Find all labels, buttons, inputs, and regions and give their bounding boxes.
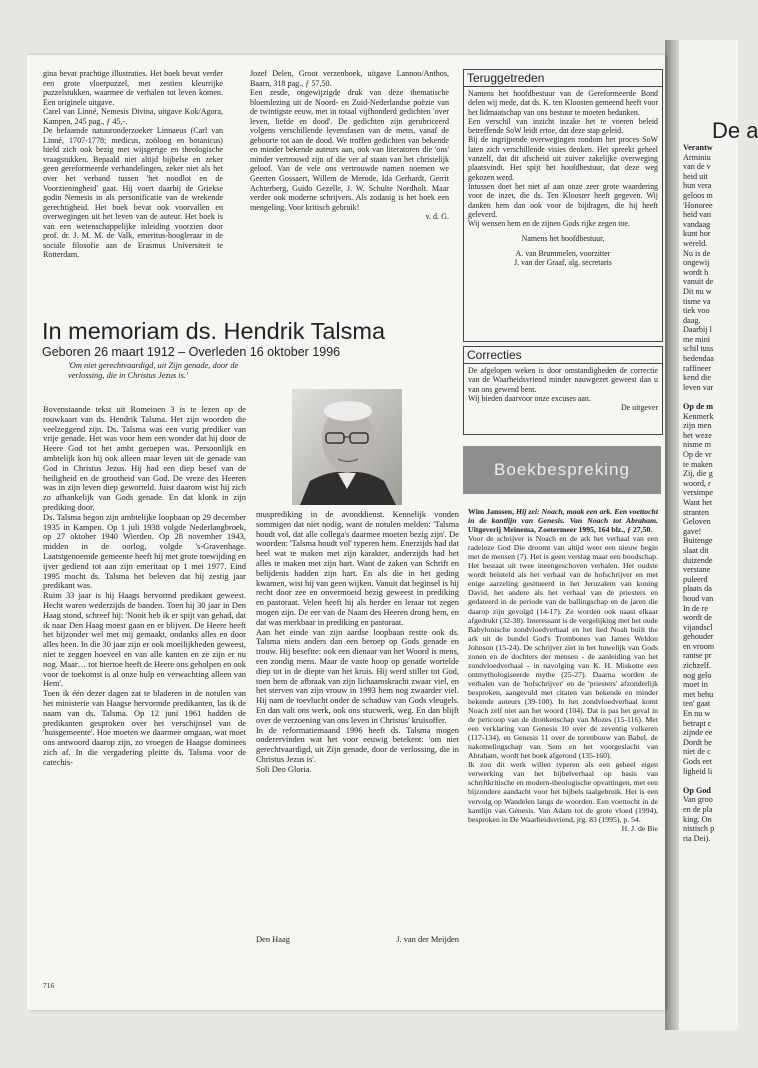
next-page-line: Dordt be: [683, 737, 712, 747]
next-page-line: nistisch p: [683, 824, 715, 834]
signer: J. van der Graaf, alg. secretaris: [514, 258, 612, 268]
on-behalf: Namens het hoofdbestuur,: [521, 234, 605, 244]
paragraph: Toen ik één dezer dagen zat te bladeren in de notulen van het ministerie van Haagse hervormde predikanten, las ik de naam van ds. Talsma. Op 12 juni 1961 hadden de predikanten gesproken over het verschijnsel van de 'huisgemeente'. Hoe moeten we daarmee omgaan, wat moet ons antwoord daarop zijn, zo vroegen de Haagse dominees zich af. In die vergadering pleitte ds. Talsma voor de catechis-: [43, 688, 246, 767]
next-page-line: vijandscl: [683, 622, 713, 632]
next-page-line: Op de m: [683, 402, 714, 412]
memoriam-column-1: [43, 405, 246, 767]
next-page-line: heid uit: [683, 171, 708, 181]
next-page-line: van de v: [683, 162, 711, 172]
next-page-line: versimpe: [683, 488, 714, 498]
next-page-line: en de pla: [683, 804, 713, 814]
next-page-line: gehouder: [683, 632, 714, 642]
portrait-photo: [292, 389, 402, 505]
next-page-line: Buitenge: [683, 536, 713, 546]
next-page-line: wordt de: [683, 613, 712, 623]
next-page-line: gave!: [683, 526, 702, 536]
next-page-line: kend die: [683, 373, 711, 383]
next-page-line: [683, 392, 739, 402]
next-page-line: Zij, die g: [683, 469, 713, 479]
paragraph: musprediking in de avonddienst. Kennelijk vonden sommigen dat niet nodig, want de notulen melden: 'Talsma houdt vol, dat alle collega's daarmee moeten bezig zijn'. De woorden: 'Talsma houdt vol' typeren hem. Enerzijds had dat heel wat te maken met zijn karakter, anderzijds had het alles te maken met zijn hart. Want de zaken van Schrift en belijdenis hadden zijn hart. En als die in het geding kwamen, wist hij van geen wijken. Vanuit dat beginsel is hij recht door zee en onvermoeid bezig geweest in prediking en pastoraat. Velen heeft hij als herder en leraar tot zegen mogen zijn. De eer van de Naam des Heeren drong hem, en dat was merkbaar in prediking en pastoraat.: [256, 509, 459, 627]
next-page-line: ria Dei).: [683, 833, 711, 843]
next-page-line: ligheid li: [683, 766, 713, 776]
article-headline: In memoriam ds. Hendrik Talsma: [42, 318, 386, 344]
next-page-line: zichzelf.: [683, 661, 711, 671]
next-page-line: Geloven: [683, 517, 711, 527]
paragraph: Soli Deo Gloria.: [256, 763, 312, 774]
teruggetreden-box: [463, 69, 663, 342]
paragraph: Een verschil van inzicht inzake het te voeren beleid betreffende SoW leidt ertoe, dat deze stap geleid.: [468, 116, 658, 136]
next-page-line: me mini: [683, 334, 711, 344]
paragraph: Namens het hoofdbestuur van de Gereformeerde Bond delen wij mede, dat ds. K. ten Kloosten gemeend heeft voor het lidmaatschap van ons bestuur te moeten bedanken.: [468, 89, 658, 117]
page-number: 716: [43, 981, 55, 990]
next-page-line: king. On: [683, 814, 712, 824]
next-page-heading: De a: [712, 118, 758, 143]
signature: De uitgever: [620, 403, 658, 413]
next-page-line: tisme va: [683, 296, 711, 306]
paragraph: Aan het einde van zijn aardse loopbaan restte ook ds. Talsma niets anders dan een beroep op Gods genade en trouw. Hij beseftte: ook een dienaar van het Woord is mens, een zondig mens. Maar de vaste hoop op genade wortelde diep tot in de diepte van het kruis. Hij werd stiller tot God, toen hem de afbraak van zijn lichaamskracht zwaar viel, en het sterven van zijn vrouw in 1993 hem nog zwaarder viel. Hij nam de toevlucht onder de schaduw van Gods vleugels. En dan valt ons werk, ook ons stucwerk, weg. En dan blijft over de verzoening van ons leven in Christus' kruisoffer.: [256, 626, 459, 725]
paragraph: Intussen doet het niet af aan onze zeer grote waardering voor de inzet, die ds. Ten Klooster heeft gegeven. Wij danken hem dan ook voor de bijdragen, die hij heeft geleverd.: [468, 181, 658, 219]
author: J. van der Meijden: [396, 934, 459, 944]
next-page-line: plaats da: [683, 584, 712, 594]
next-page-line: schil tuss: [683, 344, 714, 354]
next-page-line: hedendaa: [683, 354, 714, 364]
paragraph: gina bevat prachtige illustraties. Het boek bevat verder een grote vloerpuzzel, met zestien kleurrijke puzzelstukken, waarmee de verhalen tot leven komen. Een originele uitgave.: [43, 69, 223, 107]
next-page-line: ten' gaat: [683, 699, 711, 709]
paragraph: Jozef Delen, Groot verzenboek, uitgave Lannoo/Anthos, Baarn, 318 pag., ƒ 57,50.: [250, 69, 449, 88]
next-page-column: [683, 143, 739, 843]
next-page-line: In de re: [683, 603, 709, 613]
boekbespreking-text: [468, 507, 658, 833]
next-page-line: heid van: [683, 210, 711, 220]
box-title: Teruggetreden: [464, 70, 662, 87]
paragraph: Bovenstaande tekst uit Romeinen 3 is te lezen op de rouwkaart van ds. Hendrik Talsma. Het zijn woorden die veelzeggend zijn. Ds. Talsma was een vurig prediker van vrije genade. Het was voor hem een wonder dat hij door de Heere God tot het ambt geroepen was. Persoonlijk en ambtelijk kon hij ook alleen maar leven uit de genade van God in Christus Jezus. Hij had een diep besef van de heiligheid en de grootheid van God. De vreze des Heeren was in zijn leven diep geworteld. Juist daarom wist hij zich zo afhankelijk van Gods genade. En dat klonk in zijn prediking door.: [43, 404, 246, 512]
left-column-text: [43, 69, 223, 260]
book-title-italic: Hij zei: Noach, maak een ark. Een voettocht in de kantlijn van Genesis. Van Noach tot Abraham.: [468, 507, 658, 526]
book-author: Wim Janssen,: [468, 507, 517, 516]
next-page-line: betrapt c: [683, 718, 712, 728]
paragraph: De befaamde natuuronderzoeker Linnaeus (Carl van Linné, 1707-1778; medicus, zoöloog en botanicus) hield zich ook bezig met wijsgerige en theologische vraagstukken. Bepaald niet altijd bijbelse en zeker geen gereformeerde verhandelingen, zeker niet als het over het verband tussen 'het noodlot en de Voorzieningheid' gaat. Hij voert daarbij de Griekse godin Nemesis in als personificatie van de wrekende gerechtigheid. Het boek bevat ook voorvallen en overwegingen uit het leven van de auteur. Het boek is van een wetenschappelijke inleiding voorzien door prof. dr. J. M. M. de Valk, emeritus-hoogleraar in de sociale filosofie aan de Erasmus Universiteit te Rotterdam.: [43, 126, 223, 260]
paragraph: Ruim 33 jaar is hij Haags hervormd predikant geweest. Hecht waren wederzijds de banden. Toen hij 30 jaar in Den Haag stond, schreef hij: 'Nooit heb ik er spijt van gehad, dat ik naar Den Haag moest gaan en er blijven. De Heere heeft het bijzonder wel met mij gemaakt, ondanks alles en door alles heen. In die 30 jaar zijn er ook moeilijkheden geweest, niet te zeggen hoeveel en van alle kanten en ze zijn er nu nog. Maar… tot hiertoe heeft de Heere ons geholpen en ook voor de toekomst is al onze hulp en verwachting alleen van Hem'.: [43, 590, 246, 689]
next-page-line: Want het: [683, 497, 713, 507]
next-page-line: vandaag: [683, 219, 711, 229]
next-page-line: Kenmerk: [683, 411, 714, 421]
portrait-image: [292, 389, 402, 505]
next-page-line: stranten: [683, 507, 709, 517]
next-page-line: Verantw: [683, 143, 713, 152]
next-page-line: wereld.: [683, 238, 708, 248]
next-page-line: 'Honoree: [683, 200, 713, 210]
paragraph: Wij bieden daarvoor onze excuses aan.: [468, 393, 591, 403]
paragraph: Bij de ingrijpende overwegingen rondom het proces SoW laten zich verschillende visies denken. Het spreekt geheel vanzelf, dat dit afscheid uit zuiver zakelijke overweging plaatsvindt. Het spijt het hoofdbestuur, dat deze weg gekozen werd.: [468, 135, 658, 182]
next-page-line: rantse pr: [683, 651, 712, 661]
bible-quote: 'Om niet gerechtvaardigd, uit Zijn genade, door de verlossing, die in Christus Jezus is.': [68, 361, 239, 380]
next-page-line: leven var: [683, 382, 714, 392]
next-page-line: houd van: [683, 593, 714, 603]
next-page-line: Dit nu w: [683, 286, 712, 296]
next-page-line: Daarbij l: [683, 325, 712, 335]
next-page-line: woord, r: [683, 478, 711, 488]
next-page-line: wordt h: [683, 267, 709, 277]
paragraph: Ik zou dit werk willen typeren als een geheel eigen verwerking van het bijbelverhaal op basis van schriftkritische en modern-theologische opvattingen, met een bijzondere aandacht voor het bijbels taalgebruik. Het is een vervolg op Wandelen langs de woorden. Een voettocht in de kantlijn van Genesis. Van Adam tot de grote vloed (1994), besproken in De Waarheidsvriend, jrg. 83 (1995), p. 54.: [468, 760, 658, 824]
correcties-box: [463, 346, 663, 435]
paragraph: Wij wensen hem en de zijnen Gods rijke zegen toe.: [468, 219, 630, 229]
signature: v. d. G.: [425, 212, 449, 222]
place: Den Haag: [256, 934, 290, 944]
page-gutter: [665, 40, 679, 1030]
middle-column-text: [250, 69, 449, 222]
next-page-line: puleerd: [683, 574, 708, 584]
book-title: [468, 507, 658, 534]
box-body: [464, 364, 662, 414]
next-page-line: duizende: [683, 555, 713, 565]
next-page-line: En nu w: [683, 709, 711, 719]
next-page-edge: [679, 40, 758, 1030]
box-title: Correcties: [464, 347, 662, 364]
paragraph: In de reformatiemaand 1996 heeft ds. Talsma mogen onderervinden wat het voor eeuwig betekent: 'om niet gerechtvaardigd, uit Zijn genade, door de verlossing, die in Christus Jezus is'.: [256, 724, 459, 764]
next-page-line: niet de c: [683, 747, 711, 757]
memoriam-signature: [256, 934, 459, 944]
paragraph: Carel van Linné, Nemesis Divina, uitgave Kok/Agora, Kampen, 245 pag., ƒ 45,-.: [43, 107, 223, 126]
article-subheadline: Geboren 26 maart 1912 – Overleden 16 oktober 1996: [42, 345, 341, 359]
next-page-line: Arminiu: [683, 152, 711, 162]
next-page-line: Van groo: [683, 795, 713, 805]
paragraph: Voor de schrijver is Noach en de ark het verhaal van een radeloze God Die droomt van altijd weer een nieuw begin met de mensen (7). Het is geen verslag maar een boodschap. Het bestaat uit twee ineengeschoven verhalen. Het oudste wordt beïnteld als het verhaal van de hofschrijver en met enige aarzeling gesitueerd in het Jeruzalem van koning David, het andere als het verhaal van de priesters en gedateerd in de periode van de ballingschap en de jaren die daarop zijn gevolgd (14-17). Ze worden ook naast elkaar afgedrukt (32-38). Interessant is de vergelijking met het oude Babylonische zondvloedverhaal en het lied Noah built the ark uit de bundel God's Trombones van James Weldon Johnson (15-24). De schrijver ziet in het huwelijk van Gods zonen en de dochters der mensen - de aanleiding van het zondvloedverhaal - in navolging van K. H. Miskotte een ontmythologiseerde mythe (25-27). Daarna worden de verhalen van de 'hofschrijver' en de 'priesters' afzonderlijk besproken, aangevuld met citaten van bekende en minder bekende auteurs (39-100). In het zondvloedverhaal komt Noach zelf niet aan het woord (104). Dat is pas het geval in de pericoop van de dronkenschap van Mozes (15-116). Met een verklaring van Genesis 10 over de zeventig volkeren (117-134), en Genesis 11 over de torenbouw van Babel, de nakomelingschap van Sem en het voorgeslacht van Abraham, wordt het boek afgerond (135-160).: [468, 534, 658, 761]
memoriam-column-2: [256, 510, 459, 775]
next-page-line: te maken: [683, 459, 713, 469]
signature: H. J. de Bie: [621, 823, 658, 833]
next-page-line: raffineer: [683, 363, 712, 373]
paragraph: De afgelopen weken is door omstandigheden de correctie van de Waarheidsvriend minder nauwgezet geweest dan u van ons gewend bent.: [468, 366, 658, 394]
next-page-line: verstane: [683, 565, 711, 575]
next-page-line: het weze: [683, 430, 712, 440]
next-page-line: met behu: [683, 689, 714, 699]
next-page-line: ongewij: [683, 258, 710, 268]
next-page-line: kunt hor: [683, 229, 711, 239]
paragraph: Een zesde, ongewijzigde druk van deze thematische bloemlezing uit de Noord- en Zuid-Nederlandse poëzie van de twintigste eeuw, met in totaal vijfhonderd gedichten 'over leven, liefde en dood'. De gedichten zijn gerubriceerd volgens verschillende levensfasen van de mens, vanaf de geboorte tot aan de dood. We troffen gedichten van bekende en minder bekende auteurs aan, ook van literatoren die 'ons' minder vertrouwd zijn of die ver af staan van het christelijk geloof. Van de vele ons vertrouwde namen noemen we Geerten Gossaert, Willem de Merode, Ida Gerhardt, Gerrit Achterberg, Guido Gezelle, J. W. Schulte Nordholt. Maar verder ook moderne schrijvers. Als zodanig is het boek een mengeling. Voor kritisch gebruik!: [250, 88, 449, 212]
next-page-line: nisme m: [683, 440, 711, 450]
next-page-line: vanuit de: [683, 277, 714, 287]
book-publisher: Uitgeverij Meinema, Zoetermeer 1995, 164 blz., ƒ 27,50.: [468, 525, 653, 535]
signer: A. van Brummelen, voorzitter: [515, 248, 611, 258]
next-page-line: tiek voo: [683, 306, 710, 316]
next-page-line: Nu is de: [683, 248, 711, 258]
next-page-line: geloos m: [683, 190, 713, 200]
next-page-line: en vroom: [683, 641, 715, 651]
box-body: [464, 87, 662, 269]
next-page-line: Gods eet: [683, 757, 712, 766]
next-page-line: moet in: [683, 680, 708, 690]
next-page-line: zijnde ee: [683, 728, 713, 738]
next-page-line: [683, 776, 739, 786]
next-page-line: slaat dit: [683, 545, 709, 555]
paragraph: Ds. Talsma begon zijn ambtelijke loopbaan op 29 december 1935 in Kampen. Op 1 juli 1938 volgde Nederlangbroek, op 27 oktober 1940 Wierden. Op 28 november 1943, midden in de oorlog, volgde 's-Gravenhage. Laatstgenoemde gemeente heeft hij met grote toewijding en ijver gediend tot aan zijn emeritaat op 1 mei 1977. Eind 1995 mocht ds. Talsma het beleven dat hij zestig jaar predikant was.: [43, 511, 246, 591]
next-page-line: Op God: [683, 785, 711, 795]
next-page-line: nog gelo: [683, 670, 712, 680]
next-page-line: hun vera: [683, 181, 712, 191]
next-page-line: Op de vr: [683, 450, 712, 459]
boekbespreking-banner: Boekbespreking: [463, 446, 661, 494]
next-page-line: zijn men: [683, 421, 712, 431]
next-page-line: daag.: [683, 315, 701, 325]
